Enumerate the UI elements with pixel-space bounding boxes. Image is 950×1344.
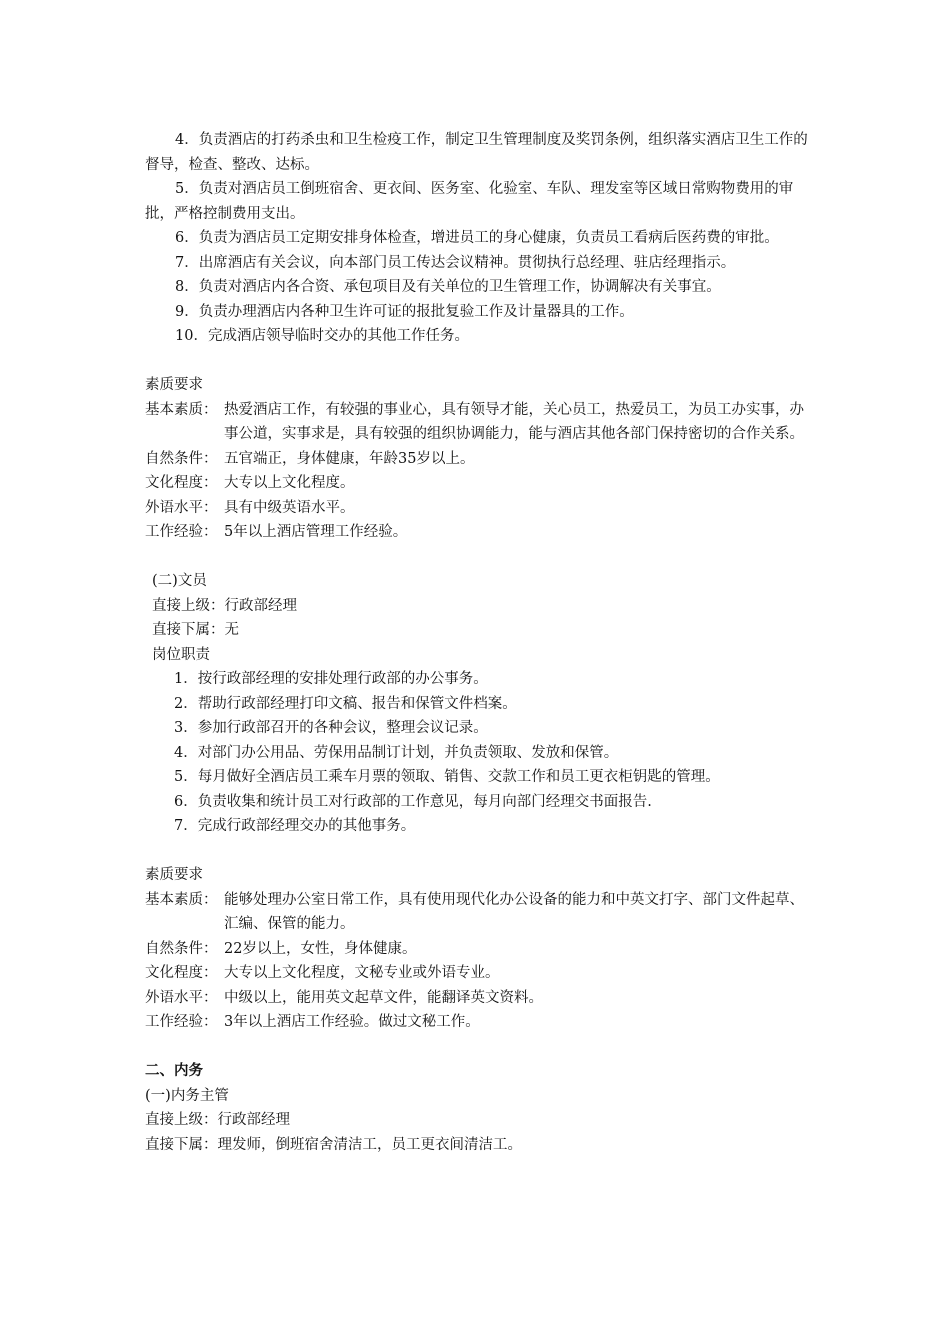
quality-label: 自然条件：	[145, 940, 218, 957]
duty-item: 7．出席酒店有关会议，向本部门员工传达会议精神。贯彻执行总经理、驻店经理指示。	[175, 254, 736, 271]
quality-value: 5年以上酒店管理工作经验。	[224, 524, 408, 540]
quality-list	[145, 398, 810, 545]
housekeeping-title: (一)内务主管	[145, 1087, 229, 1104]
clerk-superior: 直接上级：行政部经理	[152, 597, 297, 614]
quality-row	[145, 937, 810, 962]
quality-label: 工作经验：	[145, 1014, 218, 1030]
duty-item: 2．帮助行政部经理打印文稿、报告和保管文件档案。	[174, 695, 517, 712]
quality-label: 自然条件：	[145, 450, 218, 467]
quality-label: 外语水平：	[145, 499, 218, 516]
duty-item: 10．完成酒店领导临时交办的其他工作任务。	[175, 328, 469, 344]
duty-item: 9．负责办理酒店内各种卫生许可证的报批复验工作及计量器具的工作。	[175, 303, 634, 320]
quality-row	[145, 447, 810, 472]
duty-item: 6．负责为酒店员工定期安排身体检查，增进员工的身心健康，负责员工看病后医药费的审批。	[175, 230, 779, 246]
housekeeping-superior: 直接上级：行政部经理	[145, 1112, 290, 1128]
quality-label: 文化程度：	[145, 475, 218, 491]
duty-item: 8．负责对酒店内各合资、承包项目及有关单位的卫生管理工作，协调解决有关事宜。	[175, 279, 721, 295]
quality-label: 外语水平：	[145, 989, 218, 1006]
quality-heading: 素质要求	[145, 867, 203, 883]
quality-row	[145, 398, 810, 447]
quality-value: 中级以上，能用英文起草文件，能翻译英文资料。	[224, 989, 543, 1006]
quality-row	[145, 496, 810, 521]
quality-row	[145, 520, 810, 545]
section-heading: 二、内务	[145, 1062, 203, 1079]
quality-list	[145, 888, 810, 1035]
quality-value: 热爱酒店工作，有较强的事业心，具有领导才能，关心员工，热爱员工，为员工办实事，办事公道，实事求是，具有较强的组织协调能力，能与酒店其他各部门保持密切的合作关系。	[224, 401, 804, 442]
spacer	[145, 1035, 810, 1060]
quality-value: 3年以上酒店工作经验。做过文秘工作。	[224, 1014, 480, 1030]
duty-item: 1．按行政部经理的安排处理行政部的办公事务。	[174, 671, 488, 687]
quality-label: 基本素质：	[145, 401, 218, 418]
quality-value: 具有中级英语水平。	[224, 499, 355, 516]
quality-value: 大专以上文化程度。	[224, 475, 355, 491]
quality-row	[145, 888, 810, 937]
duty-item: 4．负责酒店的打药杀虫和卫生检疫工作，制定卫生管理制度及奖罚条例，组织落实酒店卫生工作的督导，检查、整改、达标。	[145, 132, 808, 173]
quality-label: 文化程度：	[145, 965, 218, 981]
quality-row	[145, 1010, 810, 1035]
duty-item: 6．负责收集和统计员工对行政部的工作意见，每月向部门经理交书面报告.	[174, 793, 652, 810]
clerk-subordinate: 直接下属：无	[152, 622, 239, 638]
quality-value: 22岁以上，女性，身体健康。	[224, 940, 417, 957]
spacer	[145, 349, 810, 374]
spacer	[145, 545, 810, 570]
spacer	[145, 839, 810, 864]
quality-value: 大专以上文化程度，文秘专业或外语专业。	[224, 965, 500, 981]
duty-item: 3．参加行政部召开的各种会议，整理会议记录。	[174, 720, 488, 736]
clerk-duties-heading: 岗位职责	[152, 646, 210, 663]
duty-item: 5．每月做好全酒店员工乘车月票的领取、销售、交款工作和员工更衣柜钥匙的管理。	[174, 769, 720, 785]
quality-value: 能够处理办公室日常工作，具有使用现代化办公设备的能力和中英文打字、部门文件起草、汇编、保管的能力。	[224, 891, 804, 932]
quality-value: 五官端正，身体健康，年龄35岁以上。	[224, 450, 475, 467]
quality-row	[145, 986, 810, 1011]
duty-item: 7．完成行政部经理交办的其他事务。	[174, 818, 416, 834]
duty-item: 5．负责对酒店员工倒班宿舍、更衣间、医务室、化验室、车队、理发室等区域日常购物费用的审批，严格控制费用支出。	[145, 181, 794, 222]
quality-label: 基本素质：	[145, 891, 218, 908]
duty-item: 4．对部门办公用品、劳保用品制订计划，并负责领取、发放和保管。	[174, 744, 619, 761]
housekeeping-subordinate: 直接下属：理发师，倒班宿舍清洁工，员工更衣间清洁工。	[145, 1136, 522, 1153]
quality-row	[145, 961, 810, 986]
duty-list-manager	[145, 128, 810, 349]
quality-label: 工作经验：	[145, 524, 218, 540]
duty-list-clerk	[145, 667, 810, 839]
quality-heading: 素质要求	[145, 377, 203, 393]
document-content	[145, 128, 810, 1157]
clerk-title: (二)文员	[152, 573, 207, 589]
quality-row	[145, 471, 810, 496]
